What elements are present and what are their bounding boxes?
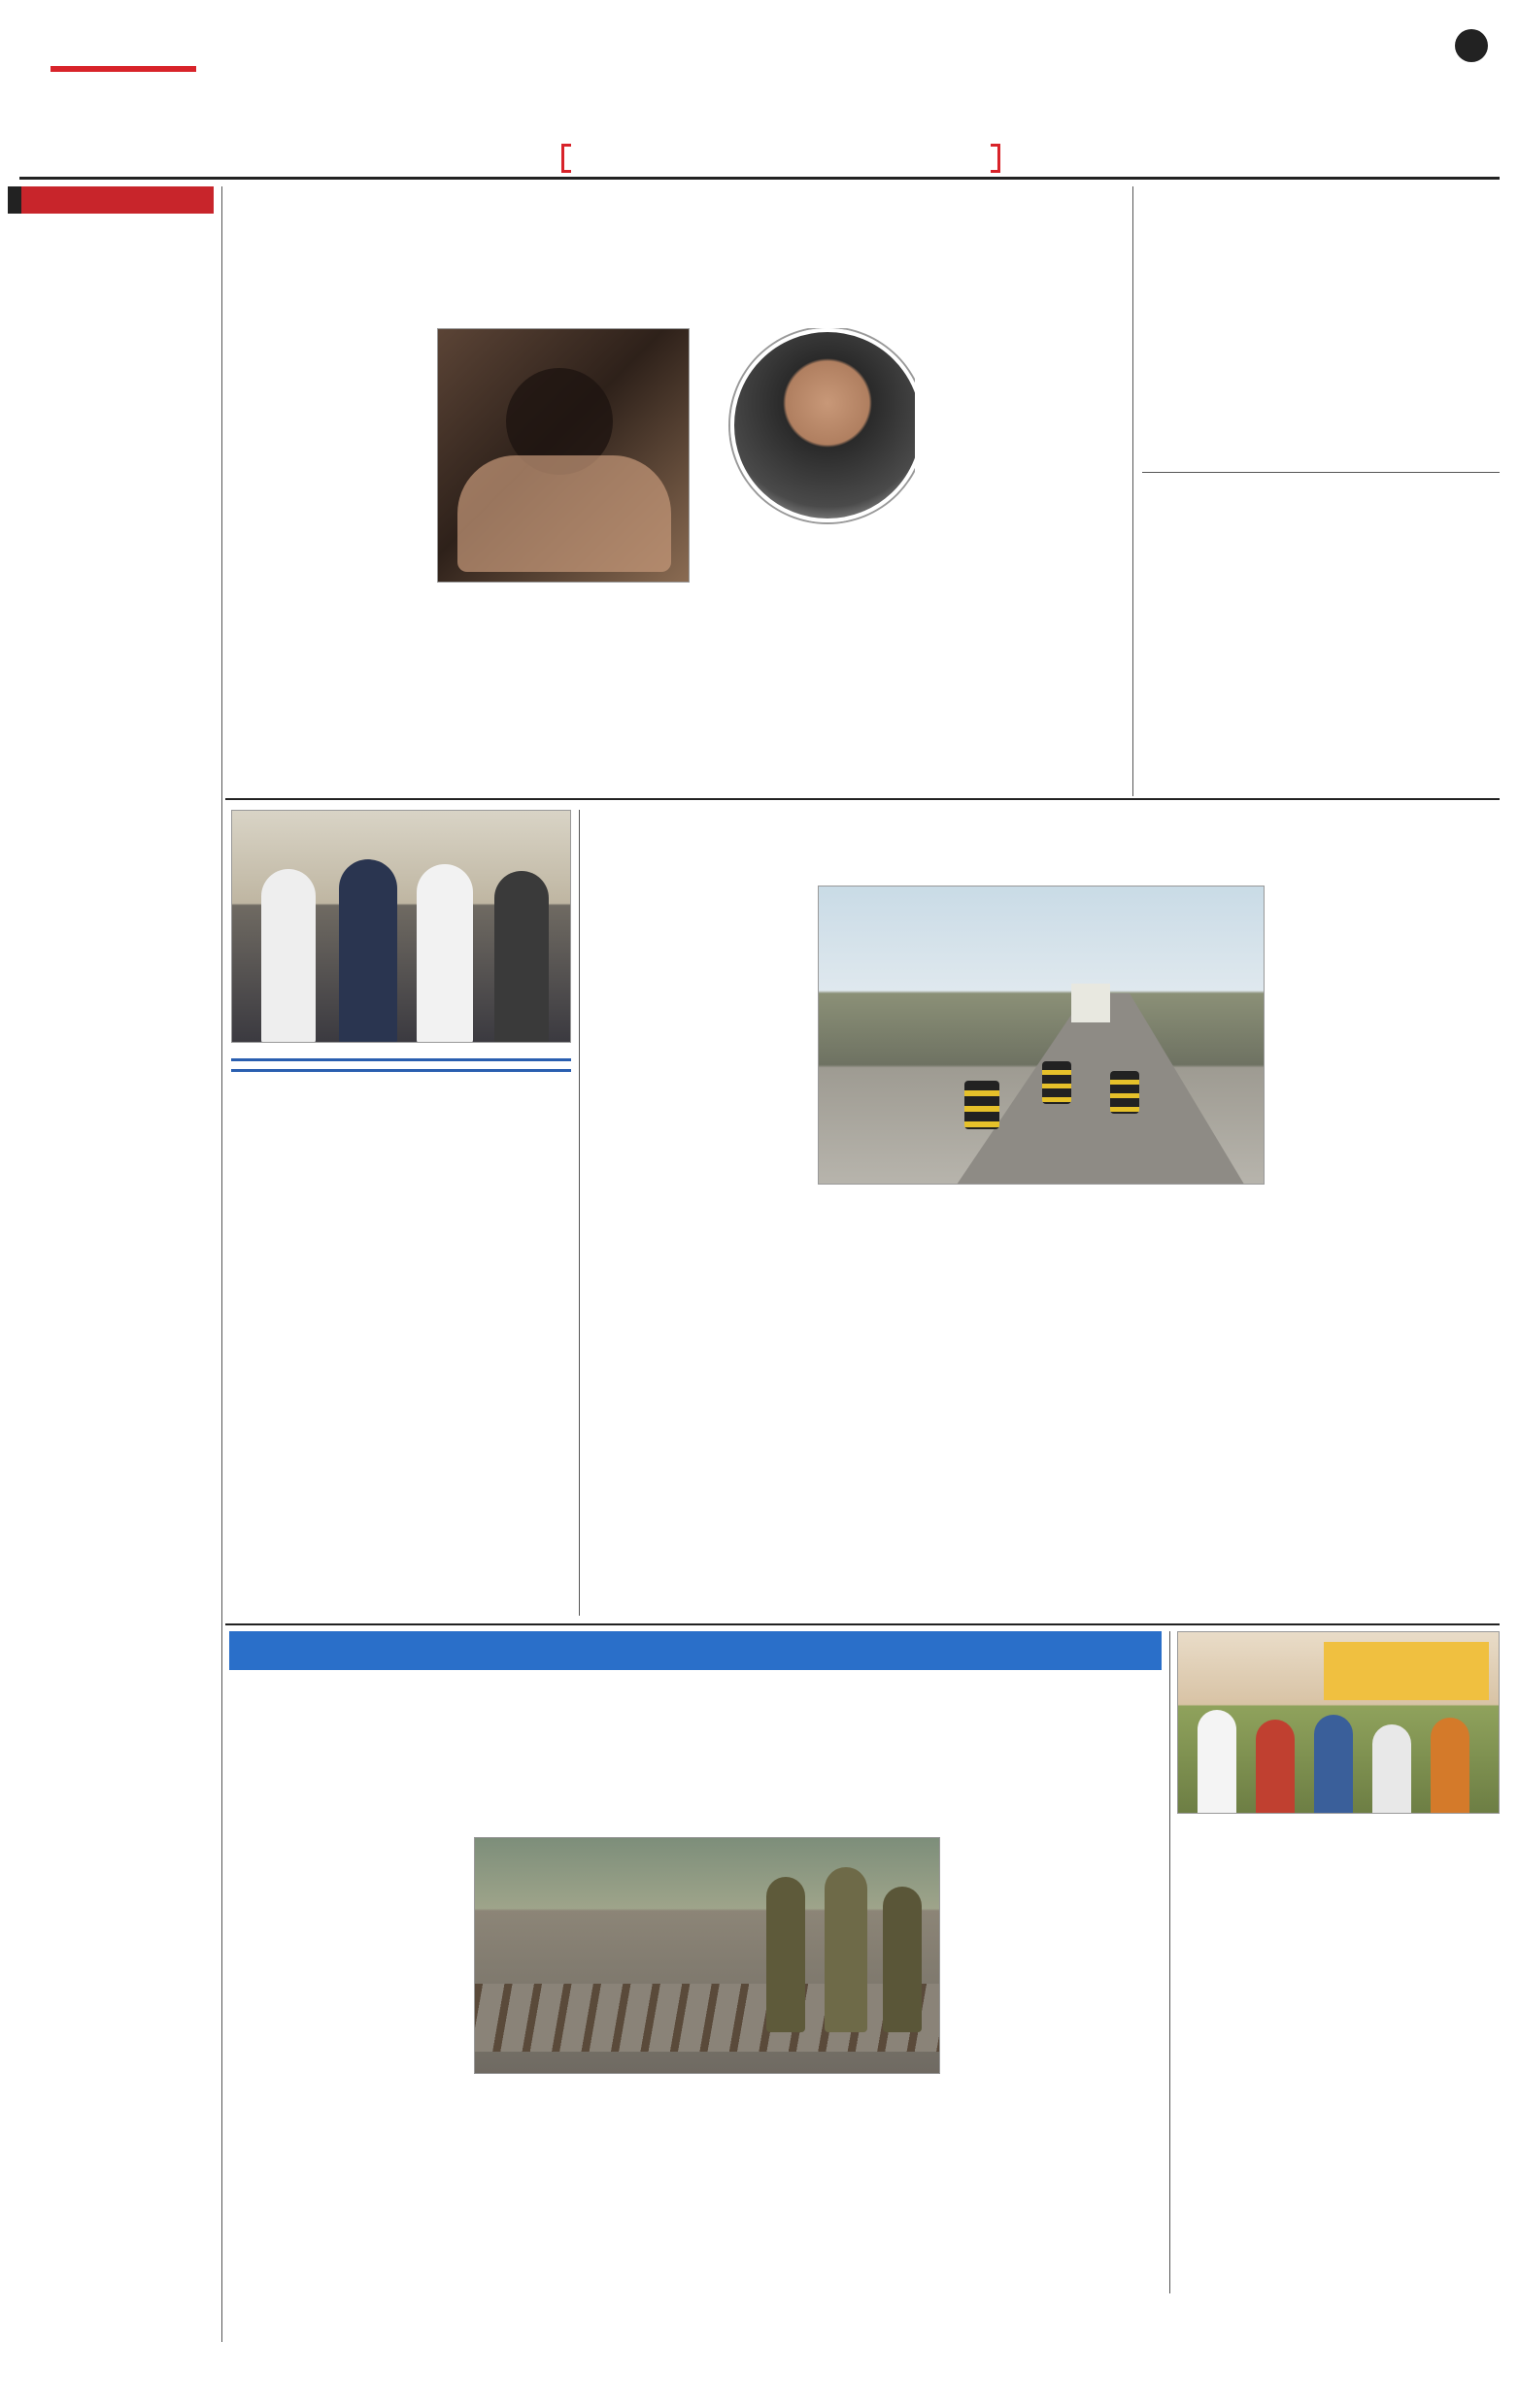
guard-3 (883, 1887, 922, 2032)
sidebar-item-2-body (21, 952, 216, 1583)
person-3 (417, 864, 473, 1043)
story6-col4 (950, 1837, 1160, 2293)
story5-col4b (1270, 1097, 1500, 1291)
story6-col1 (231, 1837, 464, 2293)
banner-strip (1324, 1642, 1489, 1700)
page-number (1455, 29, 1488, 62)
crowd-3 (1314, 1715, 1353, 1814)
masthead-rule (19, 177, 1500, 180)
accused-portrait-circle (730, 328, 915, 522)
story5-col3 (1041, 1192, 1257, 1235)
story7-divider (1169, 1631, 1170, 2293)
story1-col2 (439, 586, 690, 790)
story5-col4 (1270, 812, 1500, 1041)
person-2 (339, 859, 397, 1043)
guard-1 (766, 1877, 805, 2032)
story2-rule (1142, 472, 1500, 473)
sidebar-item-1-body (21, 303, 216, 861)
story4-body (231, 1157, 571, 1616)
story5-col2 (818, 1192, 1033, 1616)
story3-body (1142, 518, 1500, 790)
hand-shape (457, 455, 671, 572)
story7-body (1177, 1913, 1500, 2293)
story6-kicker (229, 1631, 1162, 1670)
sidebar-label (19, 186, 214, 214)
person-4 (494, 871, 549, 1043)
bus-shape (1071, 984, 1110, 1022)
story1-col3 (701, 586, 950, 790)
cities-bracket-left (561, 144, 571, 173)
sidebar-item-4-body (21, 2161, 216, 2342)
person-1 (261, 869, 316, 1043)
row1-rule (225, 798, 1500, 800)
story5-col1 (587, 909, 810, 1616)
story5-col4c (1270, 1346, 1500, 1616)
story4-divider (579, 810, 580, 1616)
guard-2 (825, 1867, 867, 2032)
sidebar-item-3-body (21, 1655, 216, 2096)
story1-col1 (231, 351, 427, 790)
crowd-4 (1372, 1724, 1411, 1814)
crowd-5 (1431, 1718, 1469, 1814)
story6-col3 (709, 2080, 940, 2293)
story6-rail-photo (474, 1837, 940, 2074)
story1-col4 (960, 328, 1123, 790)
story4-photo (231, 810, 571, 1043)
crowd-2 (1256, 1720, 1295, 1814)
drum-2 (1042, 1061, 1071, 1104)
right-column-divider (1132, 186, 1133, 796)
drum-1 (964, 1081, 999, 1129)
row2-rule (225, 1623, 1500, 1625)
story1-photo-accused (701, 328, 915, 561)
story5-col3b (1041, 1268, 1257, 1616)
story2-body (1142, 320, 1500, 466)
story7-photo (1177, 1631, 1500, 1814)
crowd-1 (1198, 1710, 1236, 1814)
story6-col2 (474, 2080, 699, 2293)
sidebar-label-marker (8, 186, 21, 214)
story5-highway-photo (818, 886, 1265, 1185)
sidebar-divider (221, 186, 222, 2342)
cities-bracket-right (991, 144, 1000, 173)
story1-photo-victim (437, 328, 690, 583)
brand-underline (51, 66, 196, 72)
rail-track (475, 1984, 940, 2052)
drum-3 (1110, 1071, 1139, 1114)
story4-headline (231, 1058, 571, 1072)
